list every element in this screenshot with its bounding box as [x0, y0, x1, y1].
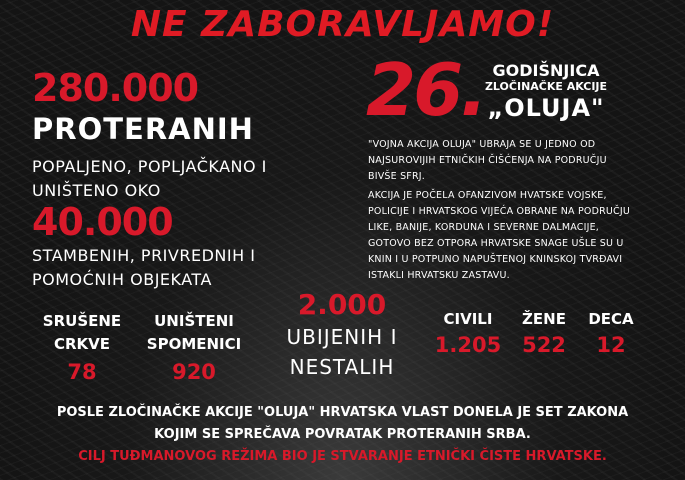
- description-line: LIKE, BANIJE, KORDUNA I SEVERNE DALMACIJE,: [368, 222, 600, 233]
- footer-line-1: POSLE ZLOČINAČKE AKCIJE "OLUJA" HRVATSKA VLAST DONELA JE SET ZAKONA: [56, 405, 629, 420]
- burned-text: [32, 155, 267, 203]
- killed-stat: [262, 288, 422, 382]
- objects-number: 40.000: [32, 200, 173, 244]
- children-stat: [580, 308, 642, 357]
- description-line: AKCIJA JE POČELA OFANZIVOM HVATSKE VOJSKE,: [368, 190, 607, 201]
- monuments-label-2: SPOMENICI: [146, 335, 242, 353]
- killed-number: 2.000: [297, 288, 387, 321]
- footer-line-3: CILJ TUĐMANOVOG REŽIMA BIO JE STVARANJE ETNIČKI ČISTE HRVATSKE.: [78, 449, 607, 464]
- objects-line-1: STAMBENIH, PRIVREDNIH I: [32, 246, 256, 265]
- women-stat: [510, 308, 578, 357]
- monuments-stat: [136, 310, 252, 384]
- footer-line-2: KOJIM SE SPREČAVA POVRATAK PROTERANIH SRBA.: [154, 427, 531, 442]
- anniversary-line-3: „OLUJA": [487, 94, 605, 122]
- civilians-value: 1.205: [434, 333, 502, 357]
- anniversary-number: 26.: [366, 48, 485, 132]
- description-line: "VOJNA AKCIJA OLUJA" UBRAJA SE U JEDNO OD: [368, 139, 596, 150]
- expelled-number: 280.000: [32, 66, 199, 110]
- description-paragraph-2: [368, 188, 678, 284]
- women-value: 522: [522, 333, 566, 357]
- children-value: 12: [596, 333, 626, 357]
- description-line: BIVŠE SFRJ.: [368, 171, 425, 182]
- description-line: GOTOVO BEZ OTPORA HRVATSKE SNAGE UŠLE SU U: [368, 238, 624, 249]
- objects-line-2: POMOĆNIH OBJEKATA: [32, 270, 212, 289]
- expelled-label: PROTERANIH: [32, 112, 254, 146]
- women-label: ŽENE: [522, 310, 566, 328]
- anniversary-line-2: ZLOČINAČKE AKCIJE: [484, 80, 608, 93]
- churches-label-1: SRUŠENE: [42, 312, 122, 330]
- anniversary-title: [476, 62, 616, 122]
- killed-label-2: NESTALIH: [289, 355, 395, 379]
- civilians-label: CIVILI: [443, 310, 493, 328]
- anniversary-line-1: GODIŠNJICA: [492, 61, 600, 80]
- churches-label-2: CRKVE: [53, 335, 111, 353]
- headline: NE ZABORAVLJAMO!: [130, 4, 555, 45]
- description-line: POLICIJE I HRVATSKOG VIJEĆA OBRANE NA PODRUČJU: [368, 206, 631, 217]
- description-line: KNIN I U POTPUNO NAPUŠTENOJ KNINSKOJ TVRĐAVI: [368, 254, 623, 265]
- churches-value: 78: [67, 360, 97, 384]
- monuments-value: 920: [172, 360, 216, 384]
- description-paragraph-1: [368, 137, 668, 185]
- churches-stat: [34, 310, 130, 384]
- killed-label-1: UBIJENIH I: [286, 325, 398, 349]
- objects-text: [32, 244, 255, 292]
- children-label: DECA: [588, 310, 634, 328]
- description-line: NAJSUROVIJIH ETNIČKIH ČIŠĆENJA NA PODRUČJU: [368, 155, 607, 166]
- monuments-label-1: UNIŠTENI: [154, 312, 234, 330]
- description-line: ISTAKLI HRVATSKU ZASTAVU.: [368, 270, 510, 281]
- civilians-stat: [430, 308, 506, 357]
- burned-line-2: UNIŠTENO OKO: [32, 181, 161, 200]
- burned-line-1: POPALJENO, POPLJAČKANO I: [32, 157, 267, 176]
